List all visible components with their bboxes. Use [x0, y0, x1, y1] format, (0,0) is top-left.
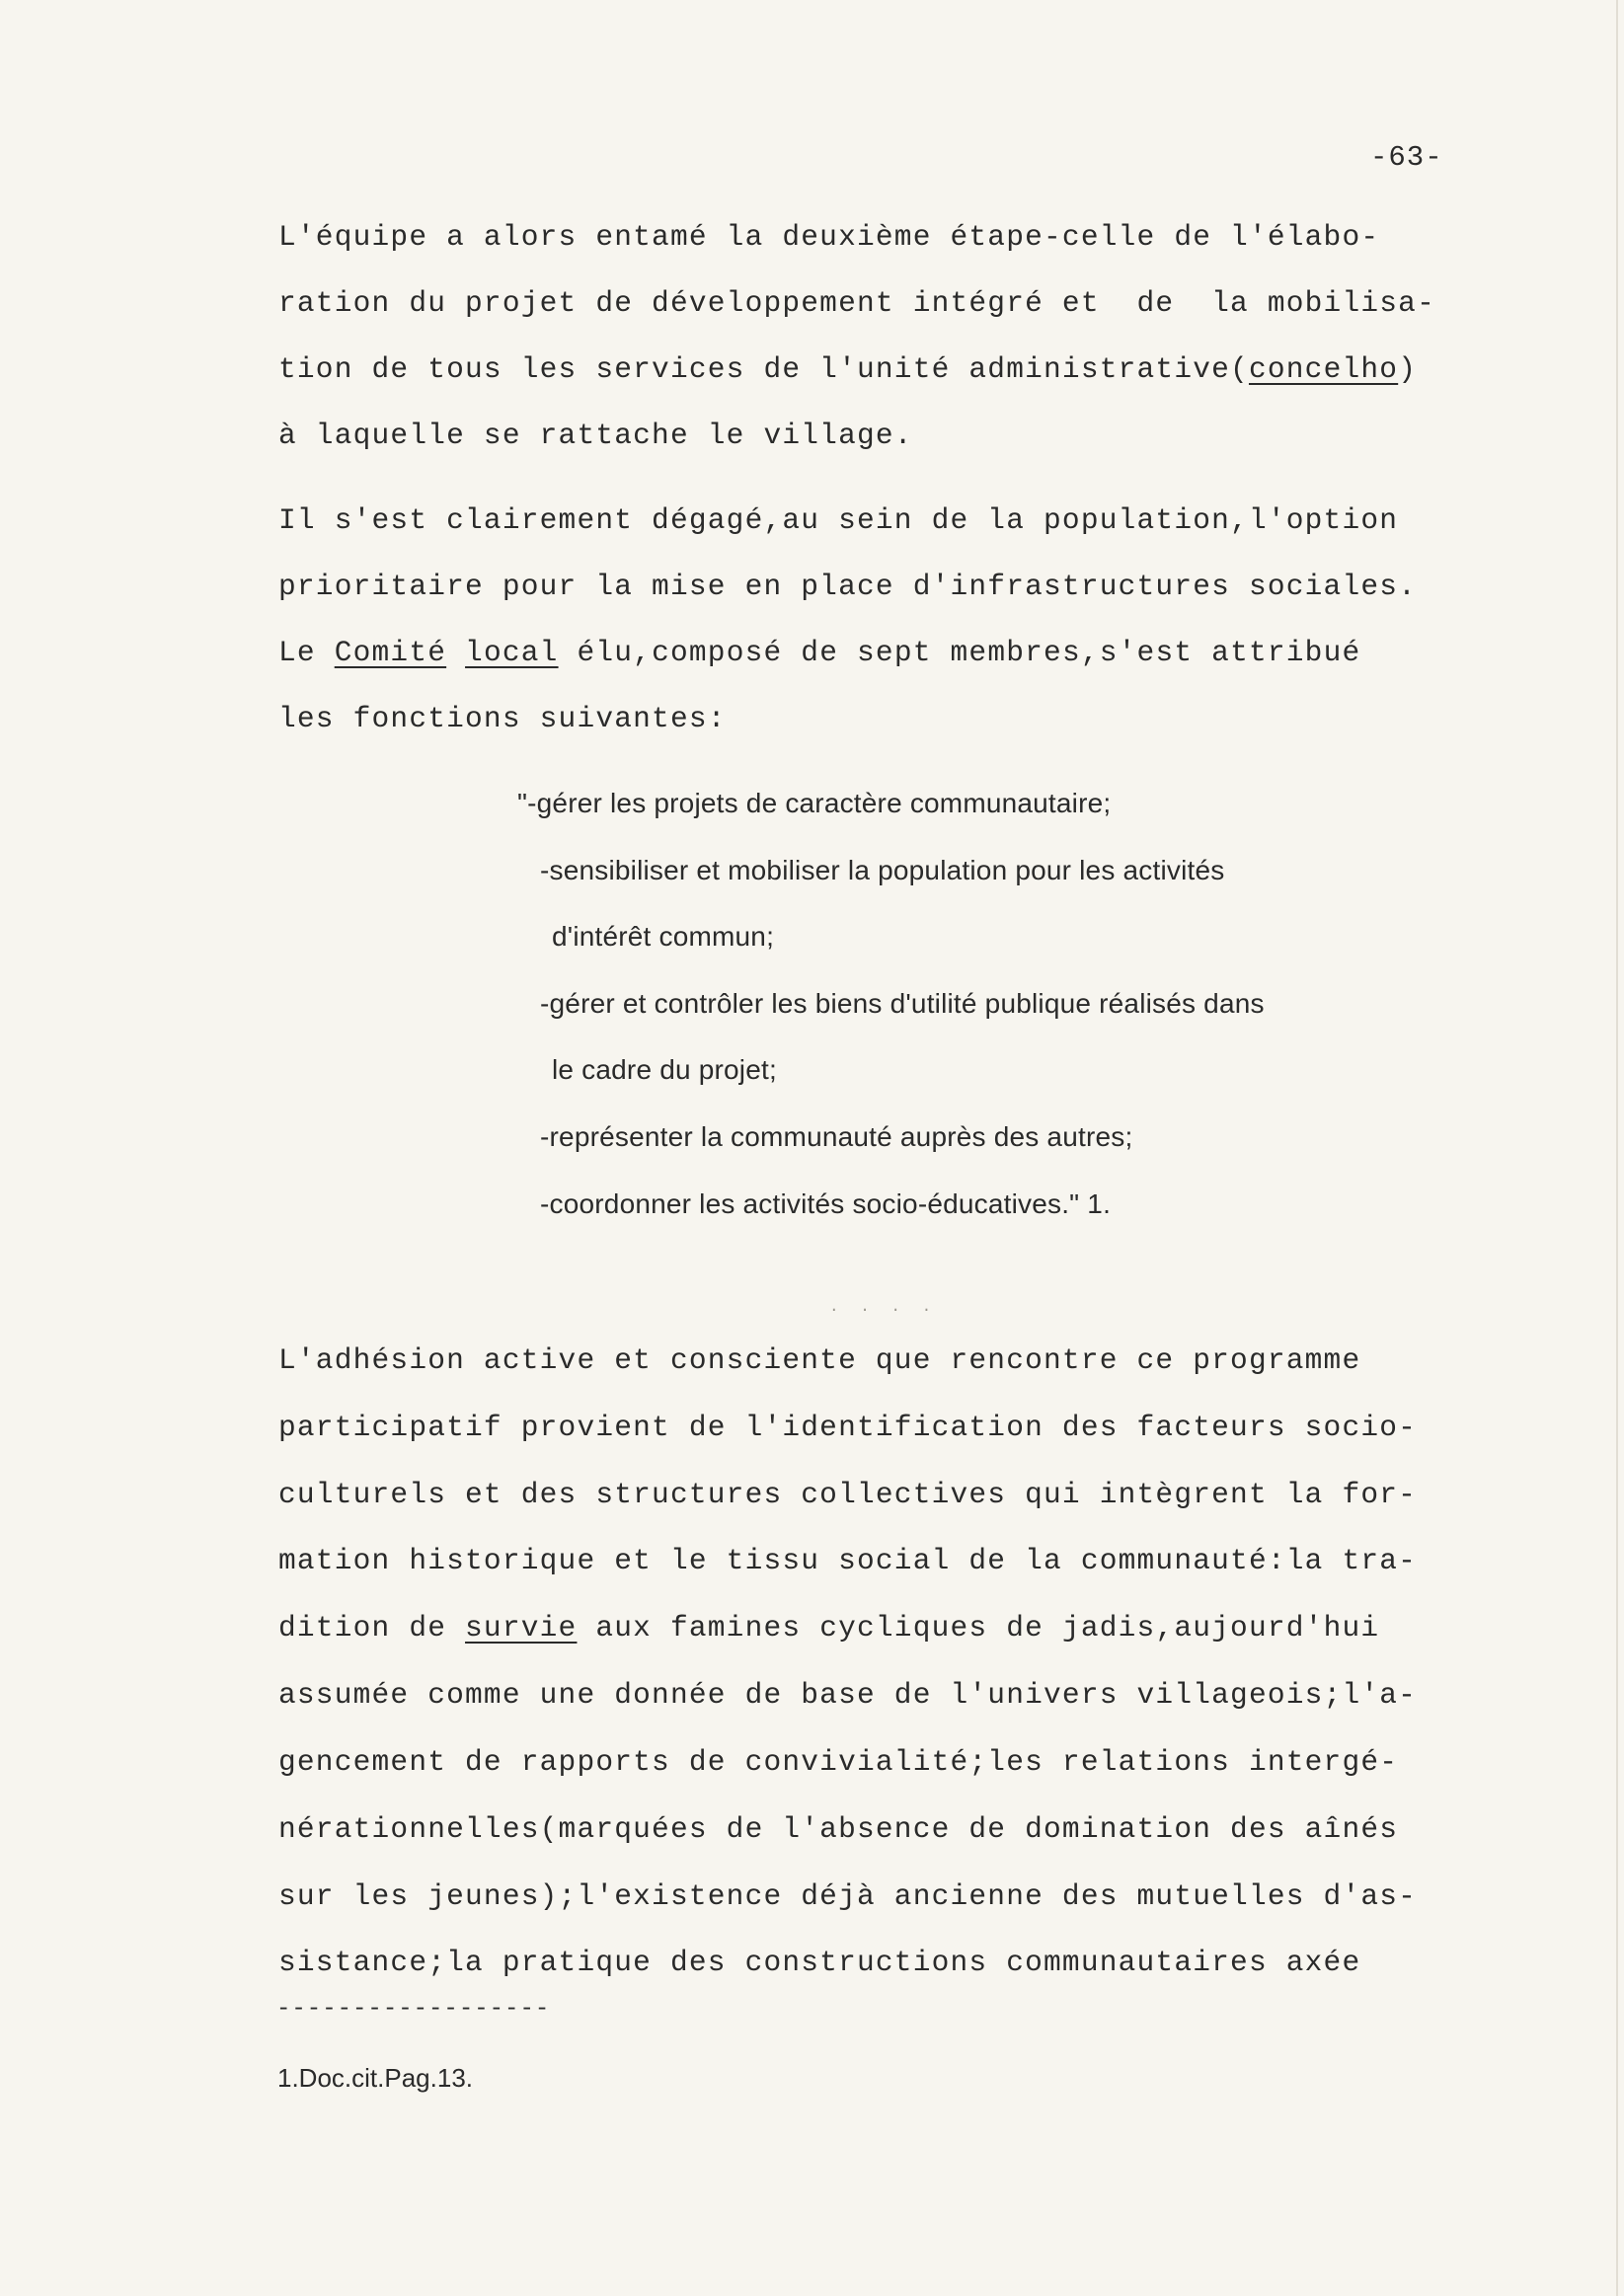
page-edge: [1616, 0, 1618, 2296]
underlined-local: local: [465, 636, 559, 669]
paragraph-2-line-1: Il s'est clairement dégagé,au sein de la population,l'option: [278, 503, 1399, 537]
paragraph-3-line-1: L'adhésion active et consciente que rencontre ce programme: [278, 1343, 1361, 1377]
quote-line-2: -sensibiliser et mobiliser la population pour les activités: [540, 855, 1225, 885]
paragraph-3-line-4: mation historique et le tissu social de la communauté:la tra-: [278, 1544, 1418, 1577]
footnote-separator: ------------------: [276, 1996, 551, 2023]
paragraph-2-line-2: prioritaire pour la mise en place d'infrastructures sociales.: [278, 570, 1418, 603]
paragraph-3-line-6: assumée comme une donnée de base de l'univers villageois;l'a-: [278, 1678, 1418, 1712]
quote-line-4: -gérer et contrôler les biens d'utilité publique réalisés dans: [540, 988, 1265, 1019]
underlined-comite: Comité: [334, 636, 447, 669]
paragraph-2-line-4: les fonctions suivantes:: [278, 702, 727, 735]
scan-artifact: · · · ·: [829, 1301, 938, 1319]
underlined-concelho: concelho: [1248, 352, 1399, 386]
paragraph-3-line-10: sistance;la pratique des constructions communautaires axée: [278, 1946, 1361, 1979]
paragraph-1-line-4: à laquelle se rattache le village.: [278, 419, 913, 452]
paragraph-3-line-9: sur les jeunes);l'existence déjà ancienne des mutuelles d'as-: [278, 1879, 1418, 1913]
quote-line-3: d'intérêt commun;: [552, 921, 775, 952]
paragraph-3-line-8: nérationnelles(marquées de l'absence de domination des aînés: [278, 1812, 1399, 1846]
quote-line-5: le cadre du projet;: [552, 1054, 777, 1085]
paragraph-1-line-3: tion de tous les services de l'unité administrative(concelho): [278, 352, 1418, 386]
paragraph-3-line-5: dition de survie aux famines cycliques de jadis,aujourd'hui: [278, 1611, 1380, 1645]
paragraph-3-line-7: gencement de rapports de convivialité;les relations intergé-: [278, 1745, 1399, 1779]
quote-line-6: -représenter la communauté auprès des autres;: [540, 1121, 1133, 1152]
quote-line-1: "-gérer les projets de caractère communautaire;: [517, 788, 1112, 818]
paragraph-1-line-2: ration du projet de développement intégré et de la mobilisa-: [278, 286, 1435, 320]
paragraph-3-line-2: participatif provient de l'identification des facteurs socio-: [278, 1411, 1418, 1444]
paragraph-1-line-1: L'équipe a alors entamé la deuxième étape-celle de l'élabo-: [278, 220, 1380, 254]
underlined-survie: survie: [465, 1611, 578, 1645]
footnote: 1.Doc.cit.Pag.13.: [277, 2063, 473, 2093]
quote-line-7: -coordonner les activités socio-éducatives." 1.: [540, 1188, 1112, 1219]
paragraph-2-line-3: Le Comité local élu,composé de sept membres,s'est attribué: [278, 636, 1361, 669]
page-number: -63-: [1370, 141, 1443, 174]
paragraph-3-line-3: culturels et des structures collectives qui intègrent la for-: [278, 1478, 1418, 1511]
